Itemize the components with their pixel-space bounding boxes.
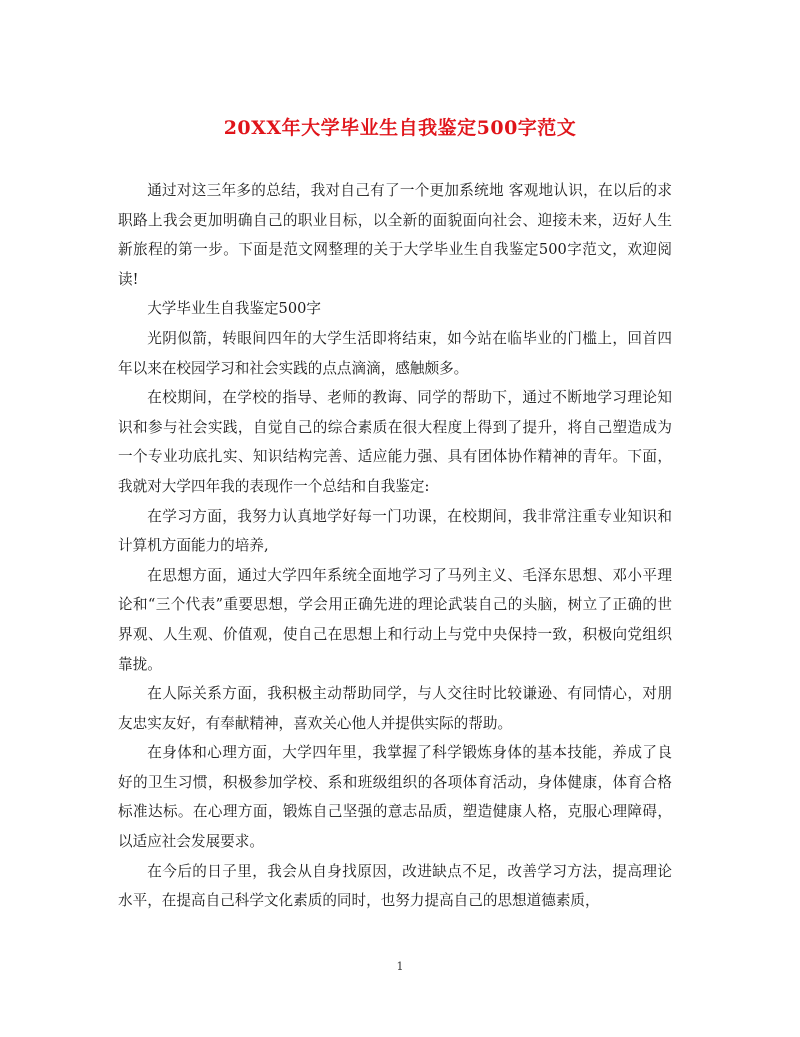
paragraph-study: 在学习方面，我努力认真地学好每一门功课，在校期间，我非常注重专业知识和计算机方面能力的培养,: [118, 507, 672, 555]
page-number: 1: [396, 960, 404, 973]
paragraph-health: 在身体和心理方面，大学四年里，我掌握了科学锻炼身体的基本技能，养成了良好的卫生习惯，积极参加学校、系和班级组织的各项体育活动，身体健康，体育合格标准达标。在心理方面，锻炼自己坚强的意志品质，塑造健康人格，克服心理障碍，以适应社会发展要求。: [118, 744, 672, 851]
paragraph-relationships: 在人际关系方面，我积极主动帮助同学，与人交往时比较谦逊、有同情心，对朋友忠实友好，有奉献精神，喜欢关心他人并提供实际的帮助。: [118, 685, 672, 732]
paragraph-subheading: 大学毕业生自我鉴定500字: [147, 300, 321, 318]
paragraph-school-period: 在校期间，在学校的指导、老师的教诲、同学的帮助下，通过不断地学习理论知识和参与社会实践，自觉自己的综合素质在很大程度上得到了提升，将自己塑造成为一个专业功底扎实、知识结构完善、适应能力强、具有团体协作精神的青年。下面，我就对大学四年我的表现作一个总结和自我鉴定:: [118, 389, 672, 495]
paragraph-opening: 光阴似箭，转眼间四年的大学生活即将结束，如今站在临毕业的门槛上，回首四年以来在校园学习和社会实践的点点滴滴，感触颇多。: [118, 329, 672, 377]
document-title: 20XX年大学毕业生自我鉴定500字范文: [223, 117, 577, 139]
document-body: [118, 176, 672, 916]
paragraph-future: 在今后的日子里，我会从自身找原因，改进缺点不足，改善学习方法，提高理论水平，在提高自己科学文化素质的同时，也努力提高自己的思想道德素质，: [118, 862, 672, 910]
paragraph-thought: 在思想方面，通过大学四年系统全面地学习了马列主义、毛泽东思想、邓小平理论和“三个代表”重要思想，学会用正确先进的理论武装自己的头脑，树立了正确的世界观、人生观、价值观，使自己在思想上和行动上与党中央保持一致，积极向党组织靠拢。: [118, 566, 672, 673]
paragraph-intro: 通过对这三年多的总结，我对自己有了一个更加系统地 客观地认识，在以后的求职路上我会更加明确自己的职业目标，以全新的面貌面向社会、迎接未来，迈好人生新旅程的第一步。下面是范文网整理的关于大学毕业生自我鉴定500字范文，欢迎阅读!: [118, 182, 672, 288]
